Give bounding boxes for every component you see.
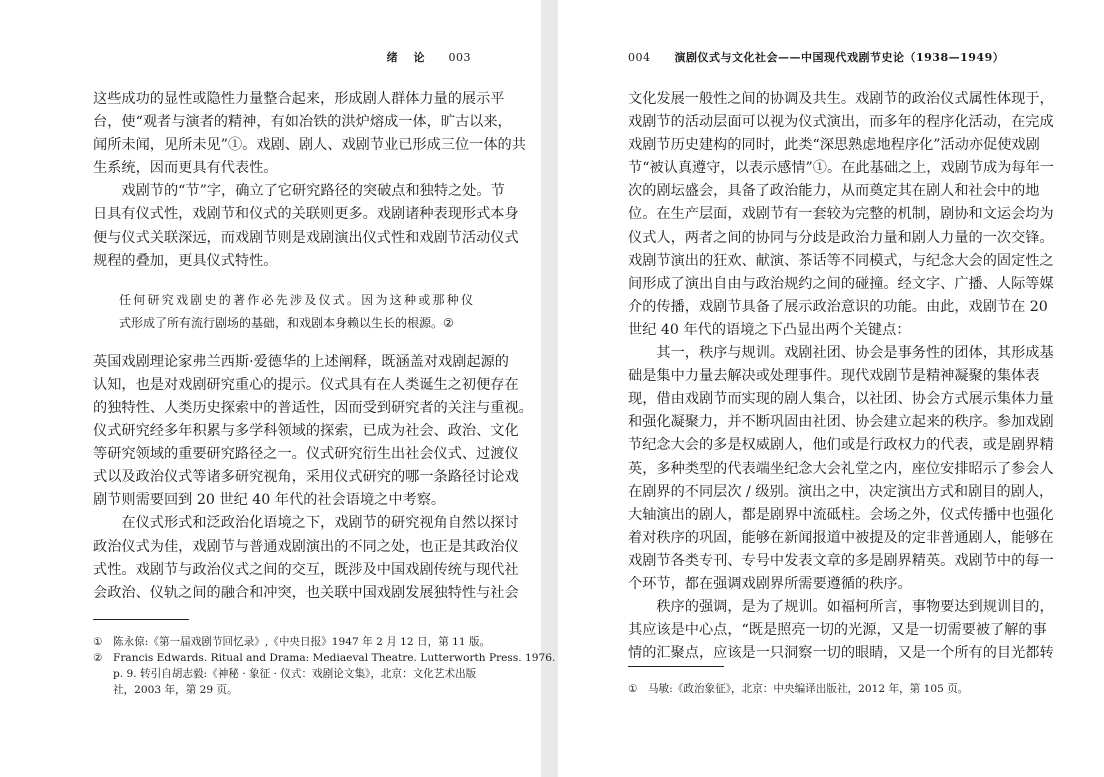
footnote: [93, 650, 556, 698]
text-line: 位。在生产层面，戏剧节有一套较为完整的机制，剧协和文运会均为: [628, 206, 1054, 223]
text-line: 这些成功的显性或隐性力量整合起来，形成剧人群体力量的展示平: [93, 91, 505, 107]
footnote-rule: [93, 619, 189, 620]
footnote-rule: [628, 666, 724, 667]
paragraph-block: [93, 88, 526, 273]
text-line: 英国戏剧理论家弗兰西斯·爱德华的上述阐释，既涵盖对戏剧起源的: [93, 353, 509, 370]
text-line: 仪式人，两者之间的协同与分歧是政治力量和剧人力量的一次交锋。: [628, 229, 1054, 246]
text-line: 文化发展一般性之间的协调及共生。戏剧节的政治仪式属性体现于，: [628, 91, 1054, 107]
text-line: 情的汇聚点，应该是一只洞察一切的眼睛，又是一个所有的目光都转: [628, 645, 1054, 662]
text-line: 个环节，都在强调戏剧界所需要遵循的秩序。: [628, 575, 912, 592]
running-head-title: 演剧仪式与文化社会——中国现代戏剧节史论（1938—1949）: [674, 51, 1005, 64]
footnote: [93, 634, 491, 650]
footnote-line: 陈永倞:《第一届戏剧节回忆录》,《中央日报》1947 年 2 月 12 日，第 11 版。: [113, 636, 491, 648]
text-line: 仪式研究经多年积累与多学科领域的探索，已成为社会、政治、文化: [93, 423, 519, 440]
page-number: 003: [448, 51, 471, 64]
text-line: 戏剧节的活动层面可以视为仪式演出，而多年的程序化活动，在完成: [628, 114, 1054, 131]
text-line: 认知，也是对戏剧研究重心的提示。仪式具有在人类诞生之初便存在: [93, 376, 519, 393]
text-line: 日具有仪式性，戏剧节和仪式的关联则更多。戏剧诸种表现形式本身: [93, 206, 519, 223]
right-footnotes: [628, 681, 1010, 697]
right-body-text: [628, 88, 1054, 665]
text-line: 台，使“观者与演者的精神，有如冶铁的洪炉熔成一体，旷古以来，: [93, 114, 512, 131]
text-line: 等研究领域的重要研究路径之一。仪式研究衍生出社会仪式、过渡仪: [93, 446, 519, 463]
text-line: 介的传播，戏剧节具备了展示政治意识的功能。由此，戏剧节在 20: [628, 298, 1048, 315]
text-line: 在剧界的不同层次 / 级别。演出之中，决定演出方式和剧目的剧人，: [628, 483, 1054, 500]
text-line: 世纪 40 年代的语境之下凸显出两个关键点：: [628, 321, 911, 338]
text-line: 着对秩序的巩固，能够在新闻报道中被提及的定非普通剧人，能够在: [628, 529, 1054, 546]
text-line: 会政治、仪轨之间的融合和冲突，也关联中国戏剧发展独特性与社会: [93, 584, 519, 601]
footnote-mark: ①: [93, 636, 103, 648]
text-line: 式以及政治仪式等诸多研究视角，采用仪式研究的哪一条路径讨论戏: [93, 469, 519, 486]
footnote-mark: ①: [628, 683, 638, 695]
footnote-line: 社，2003 年，第 29 页。: [113, 684, 238, 696]
page-number: 004: [628, 51, 651, 64]
footnote-text: [113, 634, 490, 650]
text-line: 剧节则需要回到 20 世纪 40 年代的社会语境之中考察。: [93, 492, 446, 509]
footnote-text: [113, 650, 555, 698]
footnote-text: [648, 681, 1010, 697]
running-head-left: [387, 49, 471, 65]
text-line: 其一，秩序与规训。戏剧社团、协会是事务性的团体，其形成基: [628, 345, 1054, 362]
text-line: 英，多种类型的代表端坐纪念大会礼堂之内，座位安排昭示了参会人: [628, 460, 1054, 477]
footnote-mark: ②: [93, 652, 103, 664]
text-line: 戏剧节各类专刊、专号中发表文章的多是剧界精英。戏剧节中的每一: [628, 552, 1054, 569]
block-quote: [93, 289, 473, 335]
text-line: 式性。戏剧节与政治仪式之间的交互，既涉及中国戏剧传统与现代社: [93, 561, 519, 578]
text-line: 闻所未闻，见所未见”①。戏剧、剧人、戏剧节业已形成三位一体的共: [93, 137, 526, 154]
footnote-line: Francis Edwards. Ritual and Drama: Mediaeval Theatre. Lutterworth Press. 1976.: [113, 652, 556, 664]
text-line: 节纪念大会的多是权威剧人，他们或是行政权力的代表，或是剧界精: [628, 437, 1054, 454]
footnote: [628, 681, 1010, 697]
text-line: 任何研究戏剧史的著作必先涉及仪式。因为这种或那种仪: [119, 292, 473, 307]
text-line: 其应该是中心点，“既是照亮一切的光源，又是一切需要被了解的事: [628, 622, 1047, 639]
footnote-line: 马敏:《政治象征》，北京：中央编译出版社，2012 年，第 105 页。: [648, 683, 969, 695]
text-line: 大轴演出的剧人，都是剧界中流砥柱。会场之外，仪式传播中也强化: [628, 506, 1054, 523]
left-body-text: [93, 88, 533, 605]
text-line: 次的剧坛盛会，具备了政治能力，从而奠定其在剧人和社会中的地: [628, 183, 1040, 200]
text-line: 式形成了所有流行剧场的基础，和戏剧本身赖以生长的根源。②: [119, 315, 454, 330]
text-line: 间形成了演出自由与政治规约之间的碰撞。经文字、广播、人际等媒: [628, 275, 1054, 292]
text-line: 的独特性、人类历史探索中的普适性，因而受到研究者的关注与重视。: [93, 399, 533, 416]
text-line: 生系统，因而更具有代表性。: [93, 160, 278, 177]
footnote-line: p. 9. 转引自胡志毅:《神秘 · 象征 · 仪式：戏剧论文集》，北京：文化艺术出版: [113, 668, 477, 680]
text-line: 秩序的强调，是为了规训。如福柯所言，事物要达到规训目的，: [628, 599, 1054, 616]
text-line: 和强化凝聚力，并不断巩固由社团、协会建立起来的秩序。参加戏剧: [628, 414, 1054, 431]
paragraph-block: [93, 351, 533, 605]
text-line: 在仪式形式和泛政治化语境之下，戏剧节的研究视角自然以探讨: [93, 515, 519, 532]
text-line: 政治仪式为佳，戏剧节与普通戏剧演出的不同之处，也正是其政治仪: [93, 538, 519, 555]
text-line: 节“被认真遵守，以表示感情”①。在此基础之上，戏剧节成为每年一: [628, 160, 1054, 177]
running-head-right: [628, 49, 1004, 65]
text-line: 现，借由戏剧节而实现的剧人集合，以社团、协会方式展示集体力量: [628, 391, 1054, 408]
text-line: 便与仪式关联深远，而戏剧节则是戏剧演出仪式性和戏剧节活动仪式: [93, 229, 519, 246]
right-page: [558, 0, 1104, 777]
text-line: 础是集中力量去解决或处理事件。现代戏剧节是精神凝聚的集体表: [628, 368, 1040, 385]
text-line: 规程的叠加，更具仪式特性。: [93, 252, 278, 269]
text-line: 戏剧节演出的狂欢、献演、茶话等不同模式，与纪念大会的固定性之: [628, 252, 1054, 269]
text-line: 戏剧节的“节”字，确立了它研究路径的突破点和独特之处。节: [93, 183, 505, 200]
left-footnotes: [93, 634, 556, 698]
running-head-title: 绪 论: [386, 51, 431, 64]
text-line: 戏剧节历史建构的同时，此类“深思熟虑地程序化”活动亦促使戏剧: [628, 137, 1040, 154]
